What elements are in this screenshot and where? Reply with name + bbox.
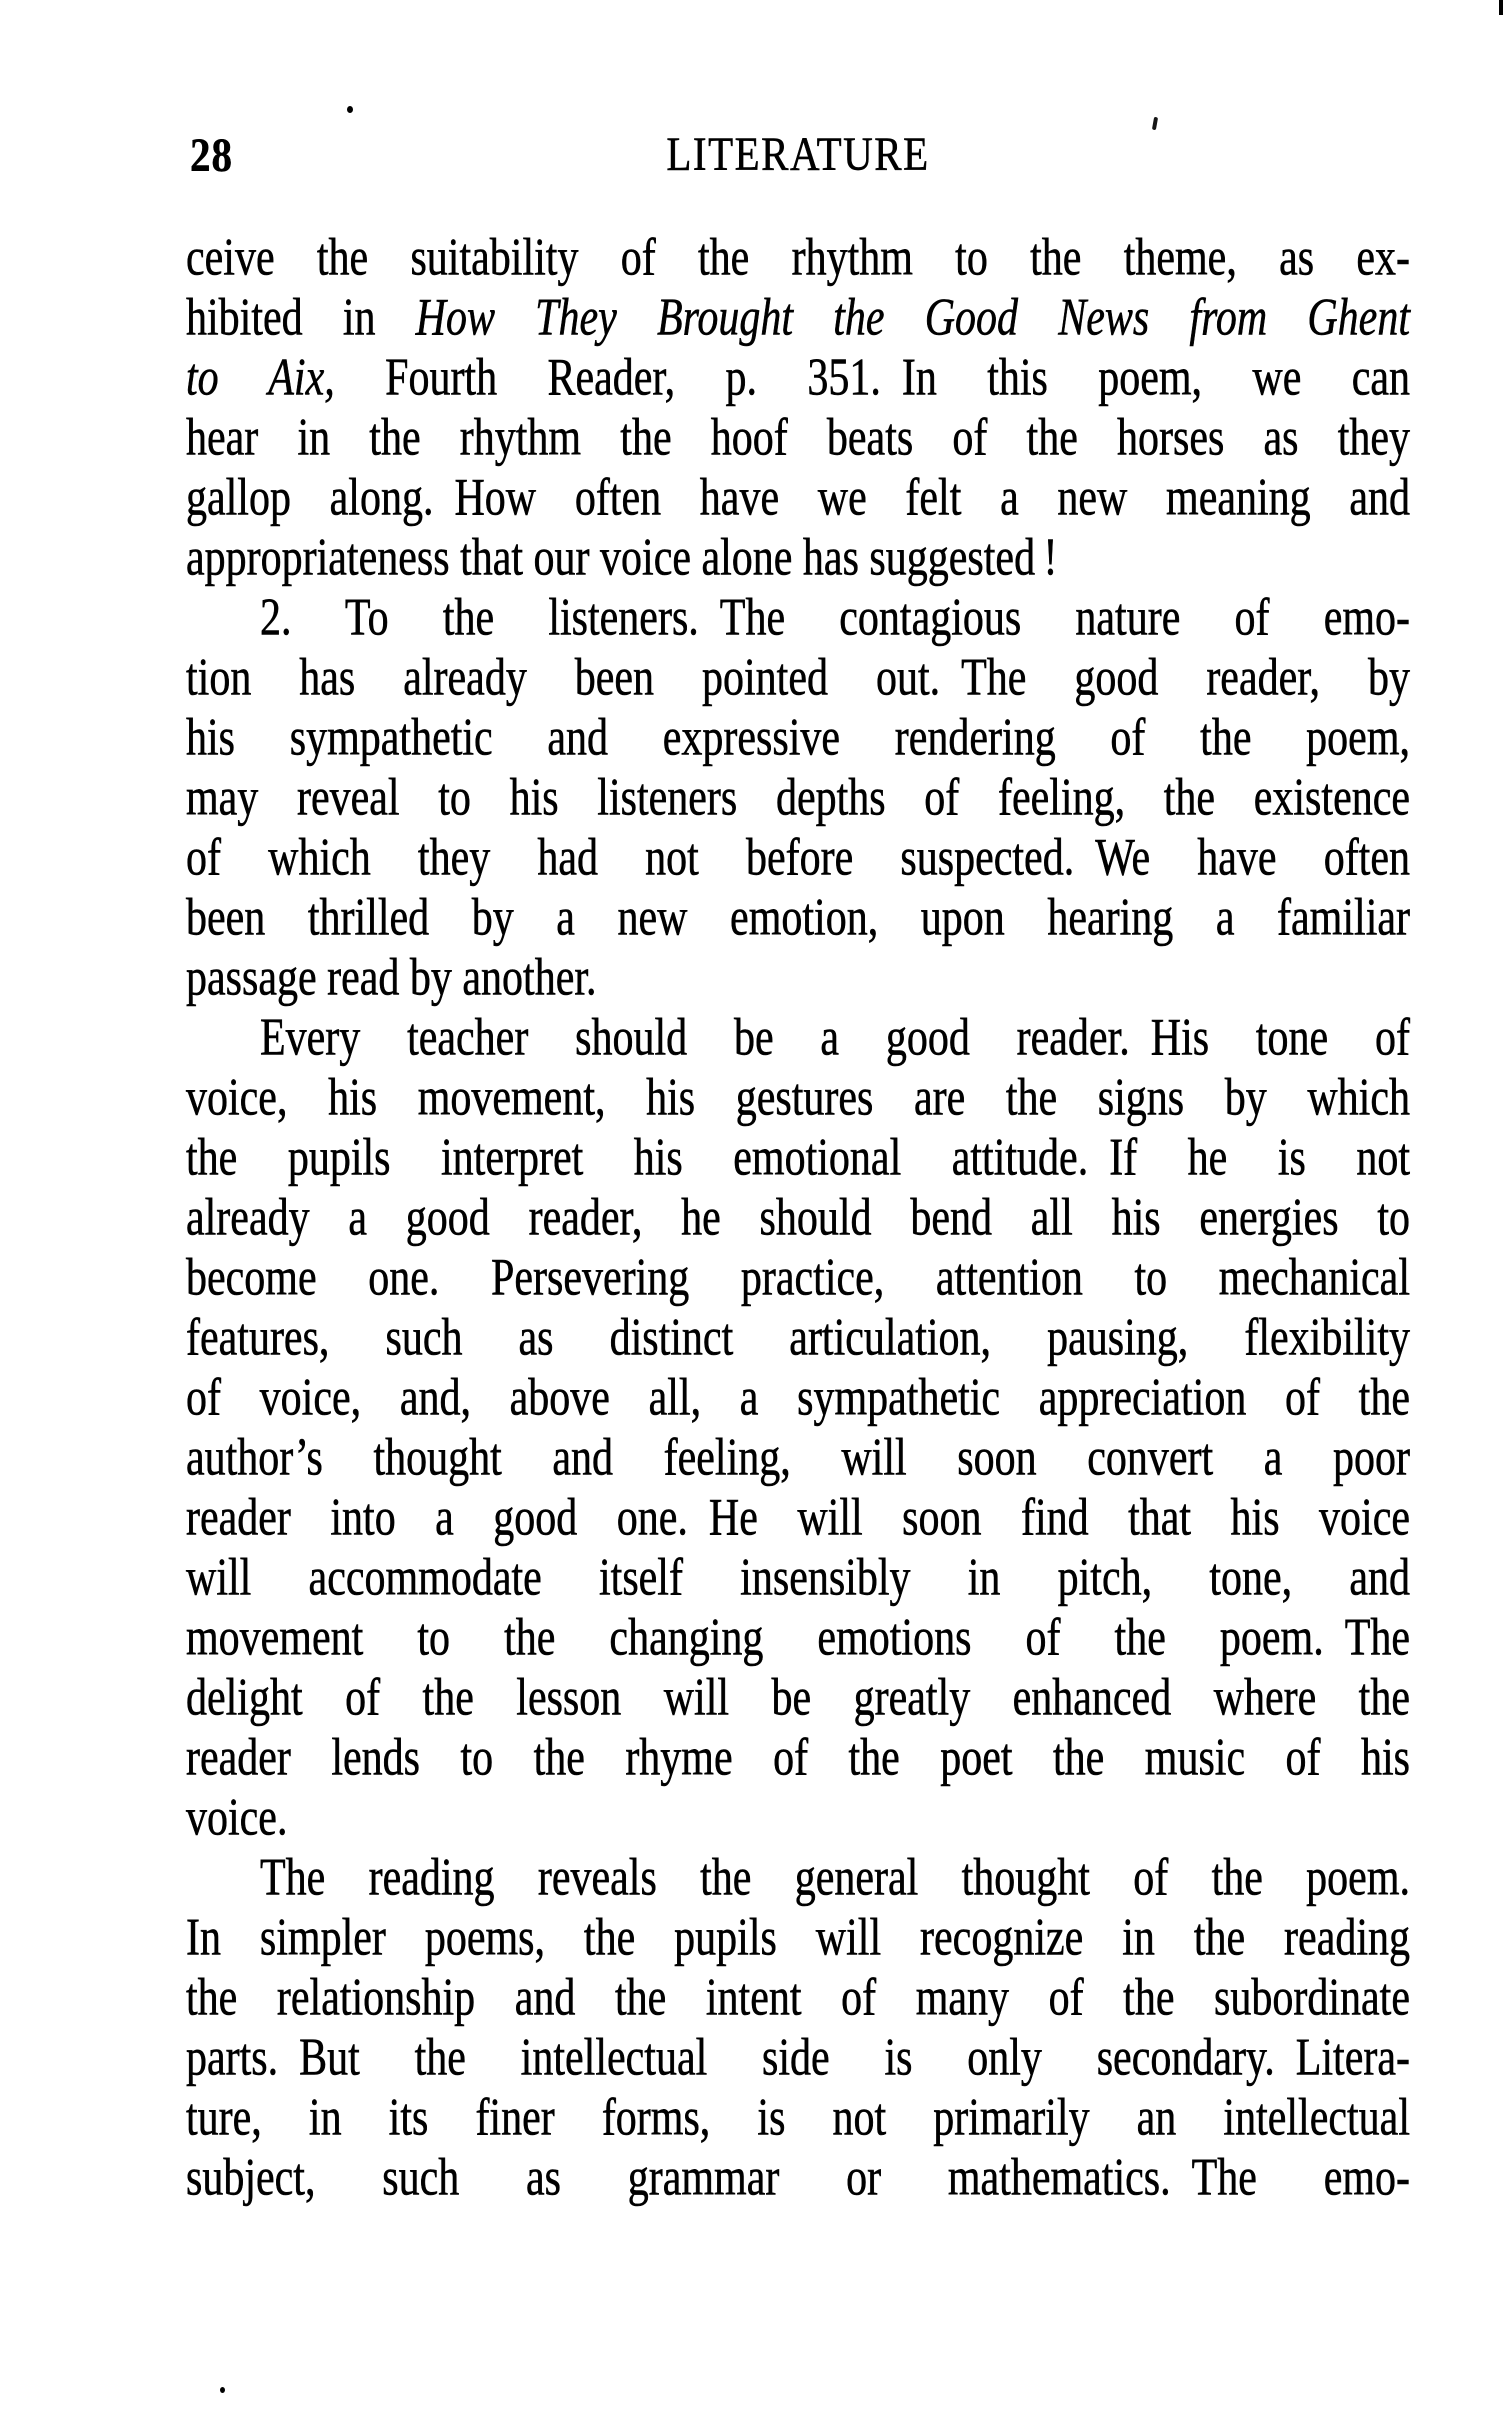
- text-segment: In simpler poems, the pupils will recognize in the reading: [186, 1909, 1410, 1967]
- text-segment: delight of the lesson will be greatly enhanced where the: [186, 1669, 1410, 1727]
- text-segment: the pupils interpret his emotional attitude. If he is not: [186, 1129, 1410, 1187]
- text-segment: already a good reader, he should bend all his energies to: [186, 1189, 1410, 1247]
- text-segment: parts. But the intellectual side is only secondary. Litera-: [186, 2029, 1410, 2087]
- text-segment: ceive the suitability of the rhythm to the theme, as ex-: [186, 229, 1410, 287]
- text-segment: passage read by another.: [186, 949, 597, 1007]
- text-segment: voice.: [186, 1789, 288, 1847]
- text-segment: of which they had not before suspected. We have often: [186, 829, 1410, 887]
- text-segment: gallop along. How often have we felt a new meaning and: [186, 469, 1410, 527]
- text-line: [186, 2140, 1410, 2216]
- text-segment: hear in the rhythm the hoof beats of the horses as they: [186, 409, 1410, 467]
- text-segment: reader into a good one. He will soon find that his voice: [186, 1489, 1410, 1547]
- text-segment: appropriateness that our voice alone has suggested !: [186, 529, 1058, 587]
- text-segment: been thrilled by a new emotion, upon hearing a familiar: [186, 889, 1410, 947]
- text-segment: the relationship and the intent of many of the subordinate: [186, 1969, 1410, 2027]
- text-segment: voice, his movement, his gestures are the signs by which: [186, 1069, 1410, 1127]
- page-header: [186, 127, 1410, 185]
- text-segment: reader lends to the rhyme of the poet the music of his: [186, 1729, 1410, 1787]
- ink-speck-bottom-left: [220, 2387, 225, 2393]
- text-segment: of voice, and, above all, a sympathetic appreciation of the: [186, 1369, 1410, 1427]
- text-segment: may reveal to his listeners depths of feeling, the existence: [186, 769, 1410, 827]
- ink-speck-top-left: [347, 106, 353, 113]
- text-segment: Every teacher should be a good reader. His tone of: [260, 1009, 1410, 1067]
- text-segment: subject, such as grammar or mathematics. The emo-: [186, 2149, 1410, 2207]
- running-title: LITERATURE: [666, 127, 930, 181]
- text-segment: The reading reveals the general thought of the poem.: [260, 1849, 1410, 1907]
- text-segment: tion has already been pointed out. The good reader, by: [186, 649, 1410, 707]
- text-segment: Fourth Reader, p. 351. In this poem, we can: [334, 349, 1410, 407]
- text-segment: 2. To the listeners. The contagious nature of emo-: [260, 589, 1410, 647]
- text-segment: will accommodate itself insensibly in pitch, tone, and: [186, 1549, 1410, 1607]
- text-segment: features, such as distinct articulation, pausing, flexibility: [186, 1309, 1410, 1367]
- body-text: [186, 228, 1410, 2208]
- italic-text-segment: to Aix,: [186, 349, 335, 407]
- text-segment: movement to the changing emotions of the poem. The: [186, 1609, 1410, 1667]
- italic-text-segment: How They Brought the Good News from Ghent: [415, 289, 1410, 347]
- text-segment: become one. Persevering practice, attention to mechanical: [186, 1249, 1410, 1307]
- page-number: 28: [190, 128, 233, 182]
- text-segment: author’s thought and feeling, will soon convert a poor: [186, 1429, 1410, 1487]
- text-segment: his sympathetic and expressive rendering of the poem,: [186, 709, 1410, 767]
- text-segment: hibited in: [186, 289, 416, 347]
- text-segment: ture, in its finer forms, is not primarily an intellectual: [186, 2089, 1410, 2147]
- page-edge-mark: [1499, 0, 1503, 15]
